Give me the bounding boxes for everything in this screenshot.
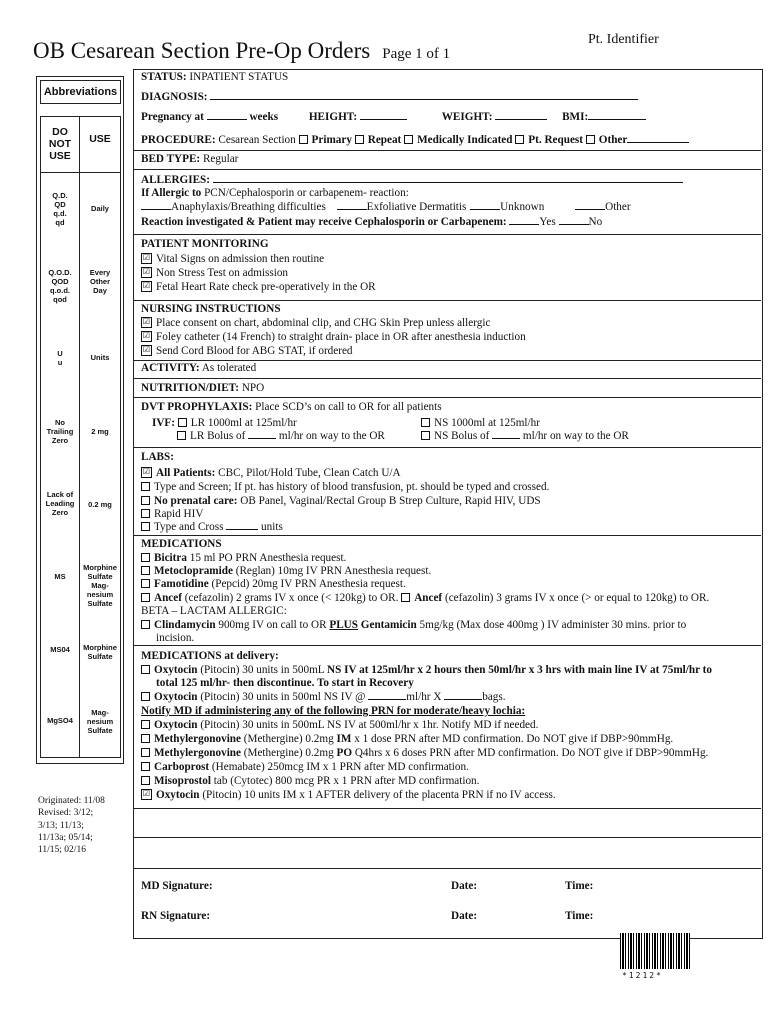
weight-label: WEIGHT: xyxy=(441,111,493,123)
abbr-dont-ms04: MS04 xyxy=(50,645,70,654)
primary-checkbox[interactable] xyxy=(299,135,308,144)
exfoliative-field[interactable] xyxy=(337,201,367,210)
diagnosis-label: DIAGNOSIS: xyxy=(141,91,208,103)
pt-identifier-label: Pt. Identifier xyxy=(588,32,659,47)
bed-type-value: Regular xyxy=(202,153,239,165)
divider xyxy=(134,300,761,301)
other-reaction-field[interactable] xyxy=(575,201,605,210)
divider xyxy=(134,868,761,869)
med-item xyxy=(141,578,406,591)
ns-bolus-field[interactable] xyxy=(492,430,520,439)
ns-1000-label: NS 1000ml at 125ml/hr xyxy=(434,417,540,429)
famotidine-label: Famotidine xyxy=(154,578,209,590)
divider xyxy=(134,378,761,379)
diagnosis-field[interactable] xyxy=(210,91,638,100)
oxytocin-text: (Pitocin) 30 units in 500mL NS IV at 500ml/hr x 1hr. Notify MD if needed. xyxy=(197,719,539,731)
nursing-item-text: Foley catheter (14 French) to straight drain- place in OR after anesthesia induction xyxy=(156,331,526,343)
divider xyxy=(134,645,761,646)
rapid-hiv-checkbox[interactable] xyxy=(141,509,150,518)
exfoliative-label: Exfoliative Dermatitis xyxy=(366,201,467,213)
lr-bolus-label: LR Bolus of xyxy=(190,430,246,442)
lr-1000-label: LR 1000ml at 125ml/hr xyxy=(190,417,297,429)
methylergonovine-po-checkbox[interactable] xyxy=(141,748,150,757)
no-prenatal-label: No prenatal care: xyxy=(154,495,238,507)
if-allergic-text: PCN/Cephalosporin or carbapenem- reaction: xyxy=(201,187,409,199)
anaphylaxis-field[interactable] xyxy=(141,201,171,210)
bicitra-label: Bicitra xyxy=(154,552,187,564)
methylergonovine-im-text: x 1 dose PRN after MD confirmation. Do NOT give if DBP>90mmHg. xyxy=(351,733,674,745)
nursing-item-text: Place consent on chart, abdominal clip, and CHG Skin Prep unless allergic xyxy=(156,317,491,329)
abbreviations-header-line xyxy=(40,172,120,173)
oxytocin-text: (Pitocin) 30 units in 500mL xyxy=(197,664,327,676)
med-item xyxy=(141,565,431,578)
divider xyxy=(134,447,761,448)
divider xyxy=(134,150,761,151)
do-not-use-header: DO NOT USE xyxy=(48,126,72,163)
med-item xyxy=(141,619,686,632)
other-procedure-label: Other xyxy=(598,134,628,146)
lr-bolus-row xyxy=(177,430,385,443)
misoprostol-label: Misoprostol xyxy=(154,775,211,787)
weeks-field[interactable] xyxy=(207,111,247,120)
unknown-label: Unknown xyxy=(500,201,545,213)
allergies-field[interactable] xyxy=(213,174,683,183)
status-label: STATUS: xyxy=(141,71,187,83)
route-po: PO xyxy=(336,747,353,759)
ns-bolus-row xyxy=(421,430,629,443)
methylergonovine-text: (Methergine) 0.2mg xyxy=(241,747,337,759)
oxytocin-bags-field[interactable] xyxy=(444,691,482,700)
divider xyxy=(134,535,761,536)
delivery-item xyxy=(141,733,673,746)
abbr-dont-leading-zero: Lack of Leading Zero xyxy=(45,490,75,517)
nursing-heading: NURSING INSTRUCTIONS xyxy=(141,303,281,315)
reaction-investigated-label: Reaction investigated & Patient may receive Cephalosporin or Carbapenem: xyxy=(141,216,507,228)
bicitra-checkbox[interactable] xyxy=(141,553,150,562)
ancef-2g-checkbox[interactable] xyxy=(141,593,150,602)
delivery-item xyxy=(141,761,469,774)
lr-bolus-checkbox[interactable] xyxy=(177,431,186,440)
lab-item xyxy=(141,508,203,521)
abbr-use-magnesium: Mag- nesium Sulfate xyxy=(86,708,114,735)
lab-item xyxy=(141,521,283,534)
lr-bolus-text: ml/hr on way to the OR xyxy=(278,430,385,442)
monitoring-heading: PATIENT MONITORING xyxy=(141,238,269,250)
checked-checkbox[interactable]: ☑ xyxy=(142,466,151,476)
methylergonovine-po-text: Q4hrs x 6 doses PRN after MD confirmation. Do NOT give if DBP>90mmHg. xyxy=(352,747,709,759)
medically-indicated-label: Medically Indicated xyxy=(417,134,513,146)
bed-type-row xyxy=(141,153,238,166)
nutrition-row xyxy=(141,382,264,395)
labs-heading: LABS: xyxy=(141,451,174,463)
yes-field[interactable] xyxy=(509,216,539,225)
status-value: INPATIENT STATUS xyxy=(189,71,289,83)
checked-checkbox[interactable]: ☑ xyxy=(142,344,151,354)
all-patients-label: All Patients: xyxy=(156,467,216,479)
bmi-label: BMI: xyxy=(562,111,589,123)
plus-label: PLUS xyxy=(329,619,358,631)
md-signature-label: MD Signature: xyxy=(141,880,213,892)
repeat-checkbox[interactable] xyxy=(355,135,364,144)
dvt-label: DVT PROPHYLAXIS: xyxy=(141,401,253,413)
lr-bolus-field[interactable] xyxy=(248,430,276,439)
nutrition-label: NUTRITION/DIET: xyxy=(141,382,240,394)
oxytocin-im-text: (Pitocin) 10 units IM x 1 AFTER delivery of the placenta PRN if no IV access. xyxy=(199,789,556,801)
dvt-value: Place SCD’s on call to OR for all patients xyxy=(255,401,442,413)
other-reaction-label: Other xyxy=(605,201,631,213)
checked-checkbox[interactable]: ☑ xyxy=(142,252,151,262)
allergies-row xyxy=(141,174,683,187)
pt-request-label: Pt. Request xyxy=(528,134,583,146)
nursing-item xyxy=(141,331,526,344)
all-patients-text: CBC, Pilot/Hold Tube, Clean Catch U/A xyxy=(215,467,401,479)
allergy-reaction-row xyxy=(141,187,409,200)
status-row xyxy=(141,71,288,84)
barcode xyxy=(620,933,690,969)
checked-checkbox[interactable]: ☑ xyxy=(142,316,151,326)
methylergonovine-label: Methylergonovine xyxy=(154,733,241,745)
no-label: No xyxy=(588,216,603,228)
ns-bolus-text: ml/hr on way to the OR xyxy=(522,430,629,442)
oxytocin-infusion-checkbox[interactable] xyxy=(141,665,150,674)
other-procedure-checkbox[interactable] xyxy=(586,135,595,144)
reaction-investigated-row xyxy=(141,216,602,229)
reaction-types-row xyxy=(141,201,631,214)
md-time-label: Time: xyxy=(565,880,594,892)
divider xyxy=(134,234,761,235)
dvt-row xyxy=(141,401,442,414)
abbr-use-morphine: Morphine Sulfate xyxy=(83,643,117,661)
anaphylaxis-label: Anaphylaxis/Breathing difficulties xyxy=(171,201,326,213)
metoclopramide-checkbox[interactable] xyxy=(141,566,150,575)
medications-heading: MEDICATIONS xyxy=(141,538,222,550)
incision-text: incision. xyxy=(156,632,195,644)
rapid-hiv-text: Rapid HIV xyxy=(154,508,204,520)
bmi-field[interactable] xyxy=(588,111,646,120)
abbr-use-2mg: 2 mg xyxy=(91,427,109,436)
diagnosis-row xyxy=(141,91,638,104)
type-screen-text: Type and Screen; If pt. has history of blood transfusion, pt. should be typed and crossed. xyxy=(154,481,550,493)
methylergonovine-text: (Methergine) 0.2mg xyxy=(241,733,337,745)
abbr-use-every-other-day: Every Other Day xyxy=(89,268,111,295)
oxytocin-continuation: total 125 ml/hr- then discontinue. To start in Recovery xyxy=(156,677,414,689)
delivery-item xyxy=(141,691,506,704)
monitoring-item xyxy=(141,267,288,280)
nutrition-value: NPO xyxy=(241,382,265,394)
no-prenatal-checkbox[interactable] xyxy=(141,496,150,505)
monitoring-item xyxy=(141,253,324,266)
procedure-row xyxy=(141,134,689,147)
divider xyxy=(134,837,761,838)
misoprostol-text: tab (Cytotec) 800 mcg PR x 1 PRN after MD confirmation. xyxy=(210,775,480,787)
checked-checkbox[interactable]: ☑ xyxy=(142,788,151,798)
activity-value: As tolerated xyxy=(201,362,257,374)
bags-label: bags. xyxy=(482,691,506,703)
delivery-heading: MEDICATIONS at delivery: xyxy=(141,650,279,662)
ivf-label: IVF: xyxy=(152,417,175,429)
primary-label: Primary xyxy=(311,134,352,146)
monitoring-item xyxy=(141,281,376,294)
lab-item xyxy=(141,481,549,494)
pregnancy-row xyxy=(141,111,646,124)
oxytocin-label: Oxytocin xyxy=(154,719,198,731)
oxytocin-rate-field[interactable] xyxy=(368,691,406,700)
procedure-value: Cesarean Section xyxy=(218,134,296,146)
med-item xyxy=(141,592,709,605)
units-label: units xyxy=(261,521,283,533)
activity-row xyxy=(141,362,256,375)
nursing-item-text: Send Cord Blood for ABG STAT, if ordered xyxy=(156,345,353,357)
abbr-dont-qod: Q.O.D. QOD q.o.d. qod xyxy=(48,268,72,304)
pt-request-checkbox[interactable] xyxy=(515,135,524,144)
checked-checkbox[interactable]: ☑ xyxy=(142,280,151,290)
carboprost-checkbox[interactable] xyxy=(141,762,150,771)
bed-type-label: BED TYPE: xyxy=(141,153,201,165)
ns-bolus-checkbox[interactable] xyxy=(421,431,430,440)
oxytocin-text: (Pitocin) 30 units in 500ml NS IV @ xyxy=(197,691,366,703)
nursing-item xyxy=(141,317,490,330)
abbr-dont-ms: MS xyxy=(54,572,66,581)
monitoring-item-text: Fetal Heart Rate check pre-operatively in the OR xyxy=(156,281,376,293)
lab-item xyxy=(141,495,541,508)
height-field[interactable] xyxy=(360,111,407,120)
ancef-2g-label: Ancef xyxy=(154,592,182,604)
checked-checkbox[interactable]: ☑ xyxy=(142,266,151,276)
procedure-label: PROCEDURE: xyxy=(141,134,216,146)
divider xyxy=(134,397,761,398)
ancef-3g-label: Ancef xyxy=(414,592,443,604)
height-label: HEIGHT: xyxy=(308,111,358,123)
oxytocin-bags-checkbox[interactable] xyxy=(141,692,150,701)
metoclopramide-label: Metoclopramide xyxy=(154,565,233,577)
ivf-row xyxy=(152,417,297,430)
divider xyxy=(134,169,761,170)
ns-bolus-label: NS Bolus of xyxy=(434,430,490,442)
md-date-label: Date: xyxy=(451,880,478,892)
weeks-label: weeks xyxy=(249,111,279,123)
gentamicin-label: Gentamicin xyxy=(358,619,417,631)
type-screen-checkbox[interactable] xyxy=(141,482,150,491)
ancef-3g-checkbox[interactable] xyxy=(401,593,410,602)
type-cross-checkbox[interactable] xyxy=(141,522,150,531)
famotidine-checkbox[interactable] xyxy=(141,579,150,588)
oxytocin-label: Oxytocin xyxy=(156,789,200,801)
abbr-dont-trailing-zero: No Trailing Zero xyxy=(46,418,74,445)
carboprost-text: (Hemabate) 250mcg IM x 1 PRN after MD confirmation. xyxy=(209,761,469,773)
abbreviations-heading: Abbreviations xyxy=(40,80,121,104)
revision-history: Originated: 11/08 Revised: 3/12; 3/13; 11/13; 11/13a; 05/14; 11/15; 02/16 xyxy=(38,796,105,856)
abbr-dont-mgso4: MgSO4 xyxy=(47,716,73,725)
rn-date-label: Date: xyxy=(451,910,478,922)
ns-1000-row xyxy=(421,417,540,430)
page-title xyxy=(33,38,450,64)
no-prenatal-text: OB Panel, Vaginal/Rectal Group B Strep Culture, Rapid HIV, UDS xyxy=(237,495,541,507)
divider xyxy=(134,808,761,809)
oxytocin-prn-checkbox[interactable] xyxy=(141,720,150,729)
checked-checkbox[interactable]: ☑ xyxy=(142,330,151,340)
oxytocin-rate-label: ml/hr X xyxy=(406,691,442,703)
abbr-use-units: Units xyxy=(90,353,110,362)
delivery-item xyxy=(141,719,538,732)
misoprostol-checkbox[interactable] xyxy=(141,776,150,785)
delivery-item xyxy=(141,789,556,802)
page-number: Page 1 of 1 xyxy=(382,46,451,62)
title-text: OB Cesarean Section Pre-Op Orders xyxy=(33,38,371,63)
medically-indicated-checkbox[interactable] xyxy=(404,135,413,144)
type-cross-units-field[interactable] xyxy=(226,521,258,530)
unknown-field[interactable] xyxy=(470,201,500,210)
oxytocin-label: Oxytocin xyxy=(154,664,198,676)
delivery-item xyxy=(141,664,712,677)
bicitra-text: 15 ml PO PRN Anesthesia request. xyxy=(186,552,347,564)
type-cross-text: Type and Cross xyxy=(154,521,224,533)
yes-label: Yes xyxy=(539,216,556,228)
ns-1000-checkbox[interactable] xyxy=(421,418,430,427)
pregnancy-label: Pregnancy at xyxy=(141,111,204,123)
oxytocin-label: Oxytocin xyxy=(154,691,198,703)
methylergonovine-im-checkbox[interactable] xyxy=(141,734,150,743)
gentamicin-text: 5mg/kg (Max dose 400mg ) IV administer 30 mins. prior to xyxy=(416,619,687,631)
ancef-2g-text: (cefazolin) 2 grams IV x once (< 120kg) to OR. xyxy=(181,592,399,604)
clindamycin-text: 900mg IV on call to OR xyxy=(215,619,330,631)
delivery-item xyxy=(141,775,479,788)
famotidine-text: (Pepcid) 20mg IV PRN Anesthesia request. xyxy=(208,578,406,590)
rn-time-label: Time: xyxy=(565,910,594,922)
clindamycin-checkbox[interactable] xyxy=(141,620,150,629)
monitoring-item-text: Vital Signs on admission then routine xyxy=(156,253,325,265)
beta-lactam-label: BETA – LACTAM ALLERGIC: xyxy=(141,605,287,617)
monitoring-item-text: Non Stress Test on admission xyxy=(156,267,289,279)
rn-signature-label: RN Signature: xyxy=(141,910,211,922)
barcode-number: *1212* xyxy=(622,971,663,980)
repeat-label: Repeat xyxy=(367,134,402,146)
abbr-use-02mg: 0.2 mg xyxy=(88,500,112,509)
allergies-label: ALLERGIES: xyxy=(141,174,211,186)
lr-1000-checkbox[interactable] xyxy=(178,418,187,427)
no-field[interactable] xyxy=(559,216,589,225)
med-item xyxy=(141,552,346,565)
other-procedure-field[interactable] xyxy=(627,134,689,143)
use-header: USE xyxy=(89,133,111,145)
route-im: IM xyxy=(336,733,352,745)
clindamycin-label: Clindamycin xyxy=(154,619,216,631)
if-allergic-label: If Allergic to xyxy=(141,187,202,199)
abbr-dont-qd: Q.D. QD q.d. qd xyxy=(52,191,68,227)
metoclopramide-text: (Reglan) 10mg IV PRN Anesthesia request. xyxy=(232,565,432,577)
notify-md-heading: Notify MD if administering any of the following PRN for moderate/heavy lochia: xyxy=(141,705,526,717)
abbr-use-morphine-magnesium: Morphine Sulfate Mag- nesium Sulfate xyxy=(83,563,117,608)
abbr-dont-u: U u xyxy=(57,349,63,367)
abbr-use-daily: Daily xyxy=(91,204,109,213)
methylergonovine-label: Methylergonovine xyxy=(154,747,241,759)
oxytocin-rate-text: NS IV at 125ml/hr x 2 hours then 50ml/hr x 3 hrs with main line IV at 75ml/hr to xyxy=(327,664,712,676)
carboprost-label: Carboprost xyxy=(154,761,210,773)
lab-item xyxy=(141,467,401,480)
weight-field[interactable] xyxy=(495,111,547,120)
nursing-item xyxy=(141,345,353,358)
delivery-item xyxy=(141,747,708,760)
divider xyxy=(134,360,761,361)
activity-label: ACTIVITY: xyxy=(141,362,200,374)
ancef-3g-text: (cefazolin) 3 grams IV x once (> or equal to 120kg) to OR. xyxy=(442,592,710,604)
